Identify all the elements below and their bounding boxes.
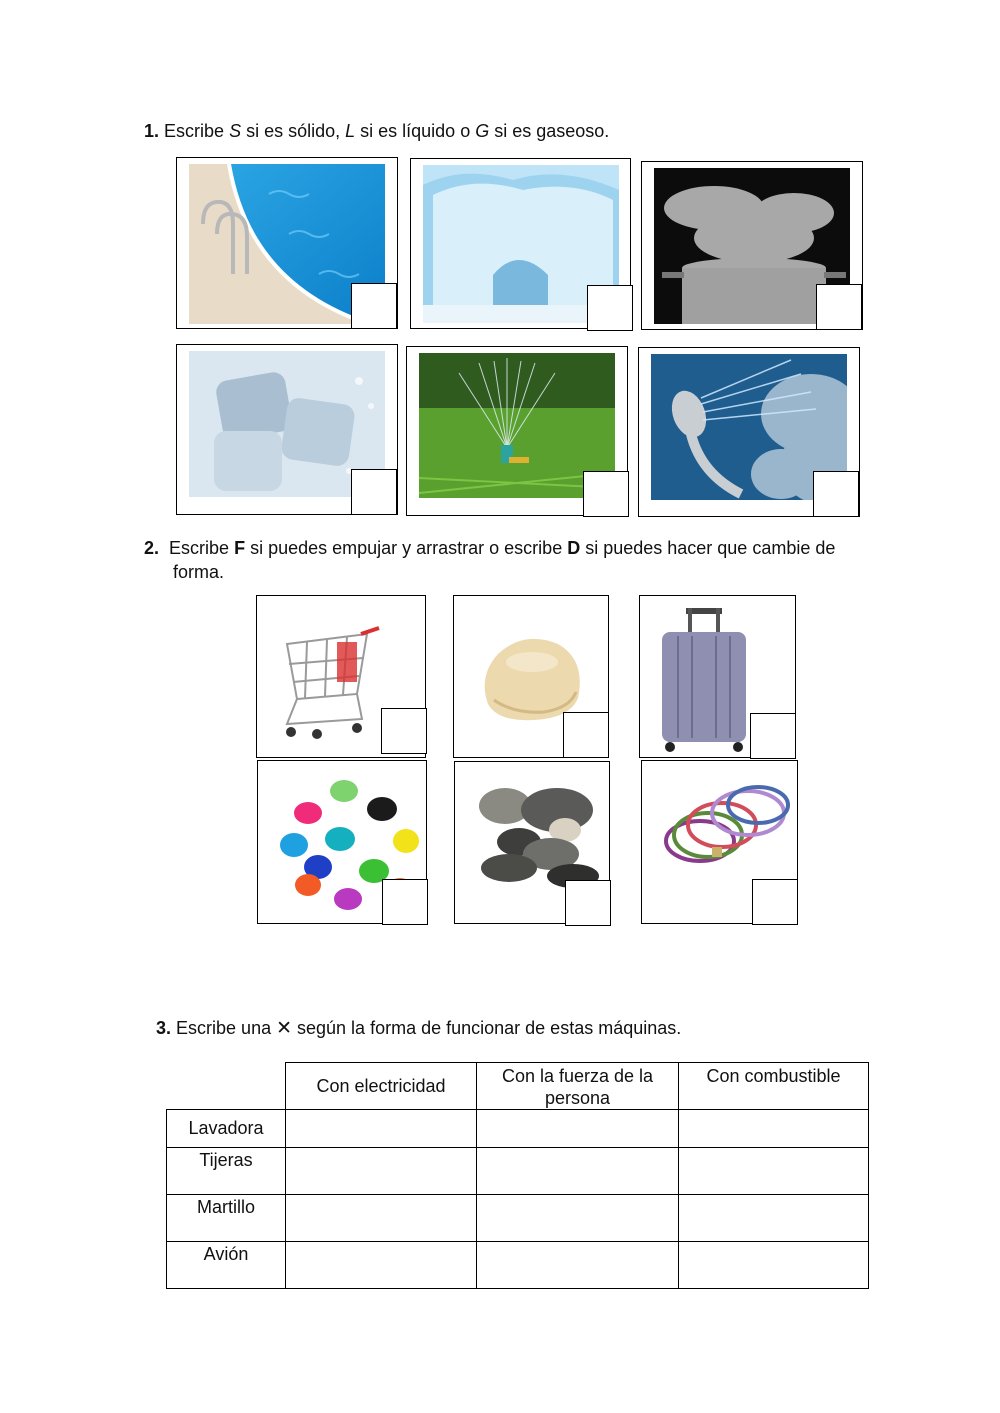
- table-row: [167, 1195, 869, 1242]
- row-label: Lavadora: [167, 1110, 286, 1148]
- stones-card: [454, 761, 610, 924]
- row-label: Avión: [167, 1242, 286, 1289]
- answer-cell[interactable]: [679, 1195, 869, 1242]
- dough-card: [453, 595, 609, 758]
- answer-cell[interactable]: [679, 1148, 869, 1195]
- header-fuerza-persona: Con la fuerza de la persona: [477, 1063, 679, 1110]
- table-row: [167, 1110, 869, 1148]
- answer-box[interactable]: [565, 880, 611, 926]
- answer-box[interactable]: [752, 879, 798, 925]
- answer-cell[interactable]: [477, 1110, 679, 1148]
- row-label: Martillo: [167, 1195, 286, 1242]
- answer-box[interactable]: [381, 708, 427, 754]
- answer-box[interactable]: [813, 471, 859, 517]
- stones-icon: [469, 780, 603, 890]
- table-row: [167, 1242, 869, 1289]
- table-row: [167, 1148, 869, 1195]
- answer-cell[interactable]: [679, 1110, 869, 1148]
- shower-card: [638, 347, 860, 517]
- iceberg-card: [410, 158, 631, 329]
- machines-table: [166, 1062, 869, 1289]
- play-dough-card: [257, 760, 427, 924]
- pool-card: [176, 157, 398, 329]
- hair-ties-icon: [662, 777, 792, 875]
- sprinkler-card: [406, 346, 628, 516]
- shopping-cart-card: [256, 595, 426, 758]
- answer-cell[interactable]: [286, 1242, 477, 1289]
- answer-box[interactable]: [563, 712, 609, 758]
- answer-cell[interactable]: [286, 1195, 477, 1242]
- answer-box[interactable]: [351, 283, 397, 329]
- suitcase-card: [639, 595, 796, 758]
- ice-cubes-card: [176, 344, 398, 515]
- cross-icon: ✕: [276, 1018, 293, 1039]
- hair-ties-card: [641, 760, 798, 924]
- answer-box[interactable]: [351, 469, 397, 515]
- row-label: Tijeras: [167, 1148, 286, 1195]
- suitcase-icon: [658, 606, 750, 754]
- answer-cell[interactable]: [477, 1242, 679, 1289]
- answer-cell[interactable]: [477, 1148, 679, 1195]
- answer-box[interactable]: [750, 713, 796, 759]
- answer-box[interactable]: [382, 879, 428, 925]
- answer-box[interactable]: [583, 471, 629, 517]
- header-combustible: Con combustible: [679, 1063, 869, 1110]
- shopping-cart-icon: [277, 624, 387, 744]
- answer-cell[interactable]: [477, 1195, 679, 1242]
- steaming-pot-card: [641, 161, 863, 330]
- answer-cell[interactable]: [679, 1242, 869, 1289]
- header-electricidad: Con electricidad: [286, 1063, 477, 1110]
- question-2-text-cont: forma.: [173, 562, 225, 582]
- answer-cell[interactable]: [286, 1148, 477, 1195]
- answer-box[interactable]: [587, 285, 633, 331]
- table-corner: [167, 1063, 286, 1110]
- question-2-text: 2. Escribe F si puedes empujar y arrastrar o escribe D si puedes hacer que cambie de: [144, 538, 836, 558]
- answer-box[interactable]: [816, 284, 862, 330]
- question-1-text: 1. Escribe S si es sólido, L si es líquido o G si es gaseoso.: [144, 121, 610, 141]
- question-3-text: 3. Escribe una ✕ según la forma de funcionar de estas máquinas.: [156, 1018, 682, 1039]
- answer-cell[interactable]: [286, 1110, 477, 1148]
